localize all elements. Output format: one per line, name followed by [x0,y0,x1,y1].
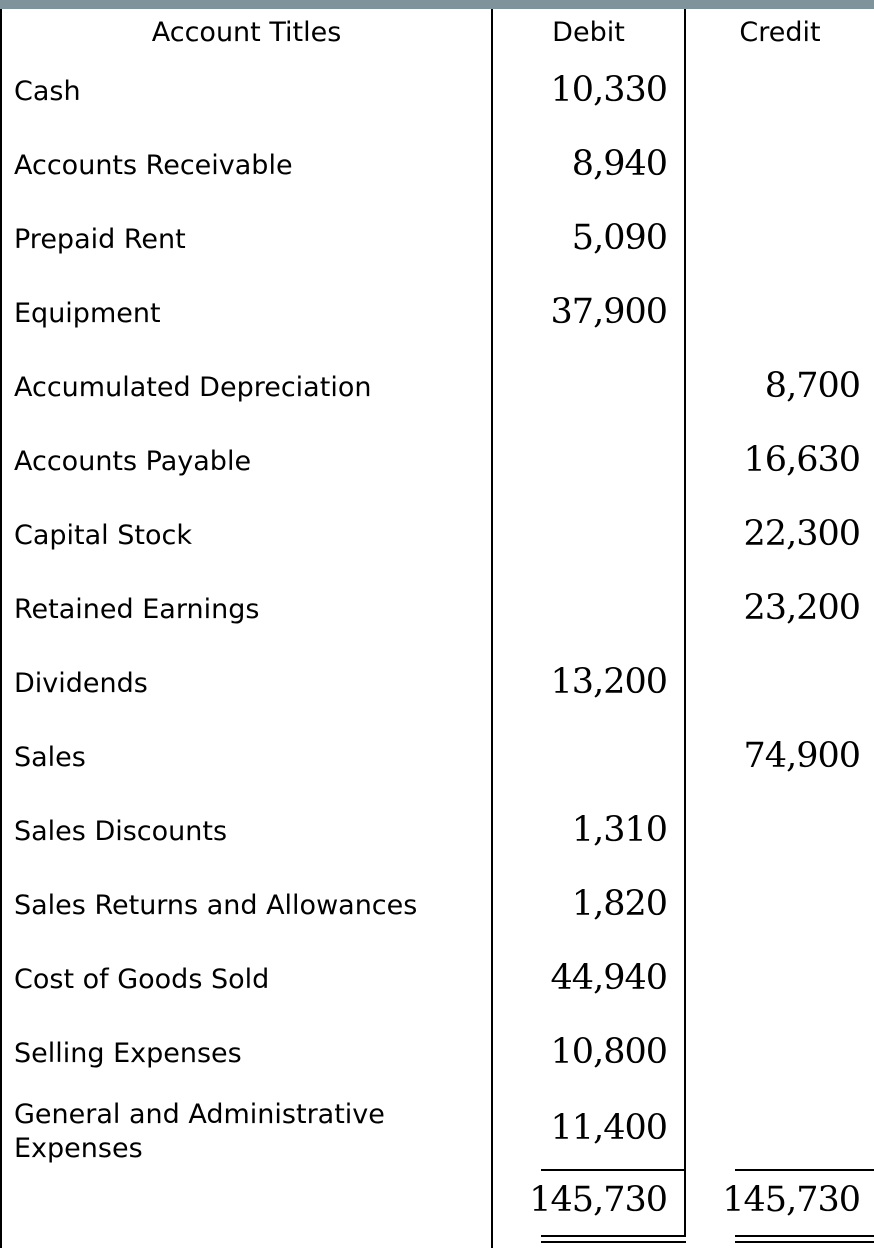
debit-subtotal-rule [541,1169,686,1171]
account-name: Capital Stock [14,520,192,551]
account-name: Accounts Payable [14,446,252,477]
credit-total-double-rule-bottom [735,1241,874,1243]
account-name: Accumulated Depreciation [14,372,372,403]
header-debit: Debit [552,17,625,48]
debit-amount: 8,940 [571,144,667,184]
credit-amount: 74,900 [743,736,860,776]
account-name: Cash [14,76,81,107]
account-column-divider [491,9,493,1248]
credit-total-double-rule-top [735,1235,874,1237]
account-name: Equipment [14,298,161,329]
account-name-line-1: General and Administrative [14,1099,385,1130]
account-name: Prepaid Rent [14,224,186,255]
debit-total-double-rule-top [541,1235,686,1237]
account-name: Retained Earnings [14,594,260,625]
account-name: Selling Expenses [14,1038,242,1069]
debit-amount: 1,820 [571,884,667,924]
account-name: Sales Returns and Allowances [14,890,418,921]
top-border-bar [0,0,874,9]
debit-amount: 5,090 [571,218,667,258]
account-name: Cost of Goods Sold [14,964,270,995]
debit-amount: 13,200 [550,662,667,702]
debit-amount: 11,400 [550,1108,667,1148]
debit-total-double-rule-bottom [541,1241,686,1243]
credit-amount: 8,700 [764,366,860,406]
header-account-titles: Account Titles [151,17,342,48]
debit-amount: 1,310 [571,810,667,850]
credit-subtotal-rule [735,1169,874,1171]
header-credit: Credit [739,17,821,48]
account-name-line-2: Expenses [14,1133,143,1164]
account-name: Sales [14,742,86,773]
credit-amount: 22,300 [743,514,860,554]
left-border-line [0,9,2,1248]
account-name: Sales Discounts [14,816,228,847]
account-name: Accounts Receivable [14,150,293,181]
credit-amount: 23,200 [743,588,860,628]
credit-amount: 16,630 [743,440,860,480]
debit-amount: 44,940 [550,958,667,998]
account-name: Dividends [14,668,148,699]
debit-amount: 10,330 [550,70,667,110]
debit-amount: 37,900 [550,292,667,332]
debit-amount: 10,800 [550,1032,667,1072]
debit-column-divider [684,9,686,1235]
debit-total: 145,730 [529,1180,667,1220]
credit-total: 145,730 [722,1180,860,1220]
